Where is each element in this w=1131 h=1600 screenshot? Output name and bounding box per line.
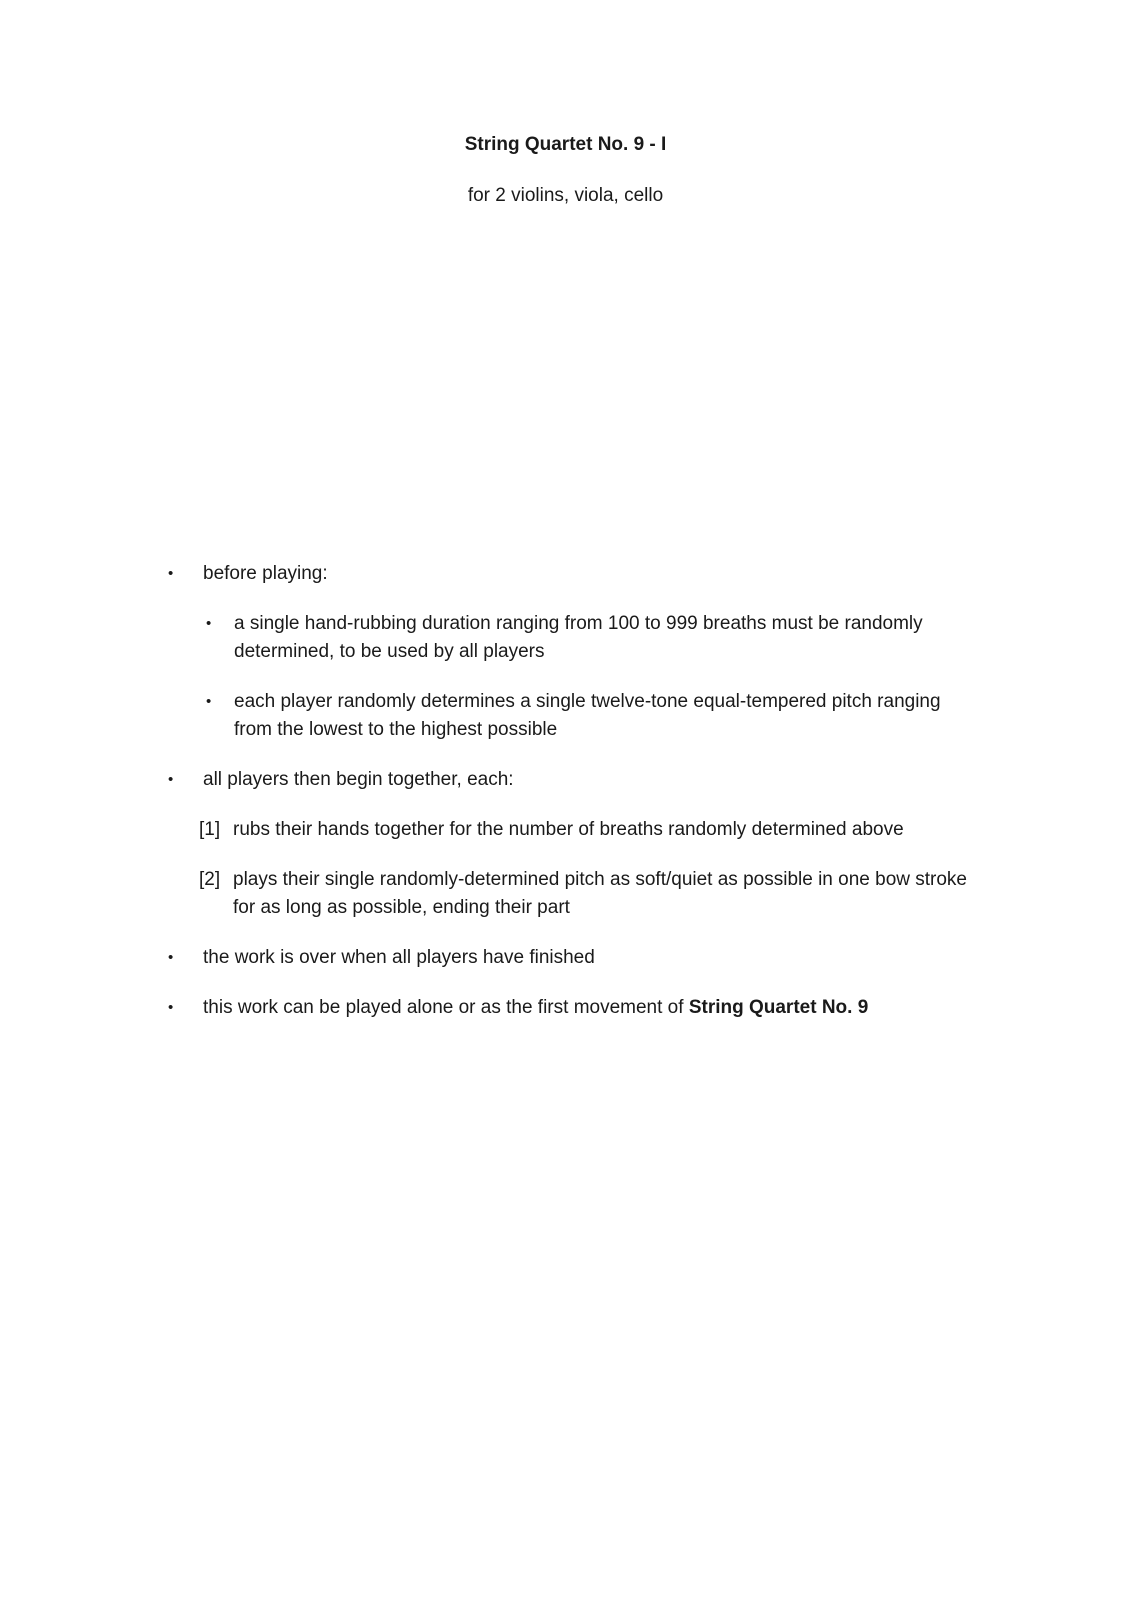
number-marker: [2]: [199, 869, 221, 890]
list-item: [168, 944, 1131, 972]
list-item-text: rubs their hands together for the number of breaths randomly determined above: [233, 819, 904, 840]
list-item-text: before playing:: [203, 563, 328, 584]
bullet-icon: •: [168, 949, 174, 966]
list-item-text-bold: String Quartet No. 9: [688, 997, 869, 1018]
document-subtitle: for 2 violins, viola, cello: [467, 185, 664, 206]
list-item: [199, 816, 1131, 844]
list-item-text-normal: this work can be played alone or as the first movement of: [203, 997, 689, 1018]
list-item: [168, 560, 1131, 588]
bullet-icon: •: [206, 693, 212, 710]
list-item: [168, 766, 1131, 794]
number-marker: [1]: [199, 819, 221, 840]
instruction-list: [0, 560, 1131, 1022]
list-item: [168, 994, 1131, 1022]
list-item-text: all players then begin together, each:: [203, 769, 514, 790]
list-item: [199, 866, 1131, 922]
list-item: [206, 610, 1131, 666]
list-item: [206, 688, 1131, 744]
document-title: String Quartet No. 9 - I: [464, 134, 667, 155]
bullet-icon: •: [168, 565, 174, 582]
list-item-text: a single hand-rubbing duration ranging from 100 to 999 breaths must be randomly determined, to be used by all players: [234, 613, 923, 662]
list-item-text: each player randomly determines a single twelve-tone equal-tempered pitch ranging from the lowest to the highest possible: [234, 691, 941, 740]
bullet-icon: •: [168, 771, 174, 788]
list-item-text: the work is over when all players have finished: [203, 947, 595, 968]
bullet-icon: •: [206, 615, 212, 632]
list-item-text: plays their single randomly-determined pitch as soft/quiet as possible in one bow stroke for as long as possible, ending their part: [233, 869, 967, 918]
list-item-text: [203, 994, 868, 1022]
bullet-icon: •: [168, 999, 174, 1016]
